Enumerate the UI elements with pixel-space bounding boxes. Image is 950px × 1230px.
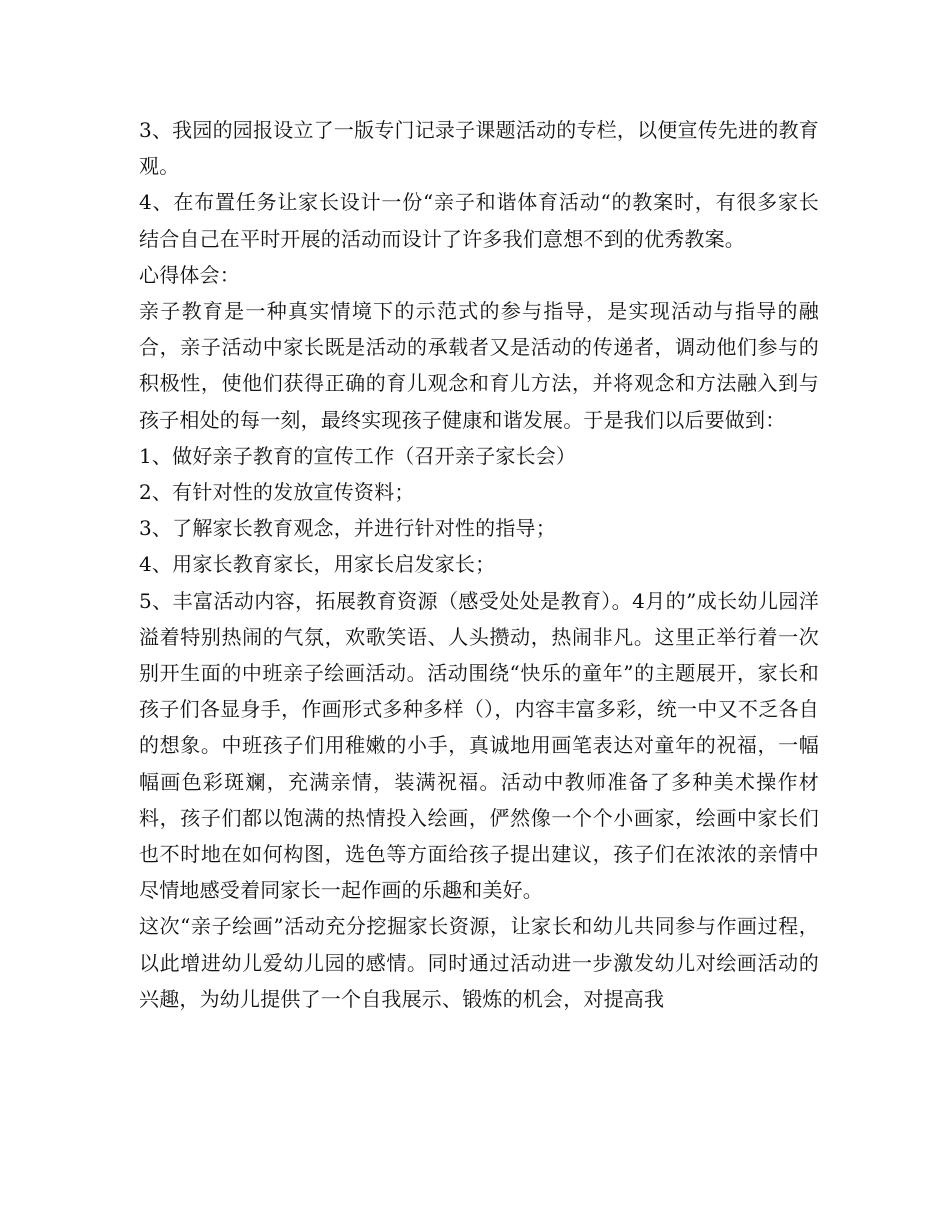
list-item-3: 3、了解家长教育观念，并进行针对性的指导； bbox=[139, 516, 556, 541]
list-item-1: 1、做好亲子教育的宣传工作（召开亲子家长会） bbox=[139, 443, 577, 468]
list-item-4: 4、用家长教育家长，用家长启发家长； bbox=[139, 552, 496, 577]
paragraph-item-3: 3、我园的园报设立了一版专门记录子课题活动的专栏，以便宣传先进的教育观。 bbox=[139, 118, 819, 179]
list-item-5: 5、丰富活动内容，拓展教育资源（感受处处是教育）。4月的”成长幼儿园洋溢着特别热闹的气氛，欢歌笑语、人头攒动，热闹非凡。这里正举行着一次别开生面的中班亲子绘画活动。活动围绕“快乐的童年”的主题展开，家长和孩子们各显身手，作画形式多种多样（），内容丰富多彩，统一中又不乏各自的想象。中班孩子们用稚嫩的小手，真诚地用画笔表达对童年的祝福，一幅幅画色彩斑斓，充满亲情，装满祝福。活动中教师准备了多种美术操作材料，孩子们都以饱满的热情投入绘画，俨然像一个个小画家，绘画中家长们也不时地在如何构图，选色等方面给孩子提出建议，孩子们在浓浓的亲情中尽情地感受着同家长一起作画的乐趣和美好。 bbox=[139, 588, 819, 903]
list-item-2: 2、有针对性的发放宣传资料； bbox=[139, 480, 415, 505]
paragraph-item-4: 4、在布置任务让家长设计一份“亲子和谐体育活动“的教案时，有很多家长结合自己在平时开展的活动而设计了许多我们意想不到的优秀教案。 bbox=[139, 190, 819, 251]
section-heading: 心得体会： bbox=[139, 262, 240, 287]
document-body bbox=[139, 112, 819, 1017]
paragraph-summary: 这次“亲子绘画”活动充分挖掘家长资源，让家长和幼儿共同参与作画过程，以此增进幼儿爱幼儿园的感情。同时通过活动进一步激发幼儿对绘画活动的兴趣，为幼儿提供了一个自我展示、锻炼的机会，对提高我 bbox=[139, 914, 819, 1011]
paragraph-reflection: 亲子教育是一种真实情境下的示范式的参与指导，是实现活动与指导的融合，亲子活动中家长既是活动的承载者又是活动的传递者，调动他们参与的积极性，使他们获得正确的育儿观念和育儿方法，并将观念和方法融入到与孩子相处的每一刻，最终实现孩子健康和谐发展。于是我们以后要做到： bbox=[139, 299, 819, 432]
